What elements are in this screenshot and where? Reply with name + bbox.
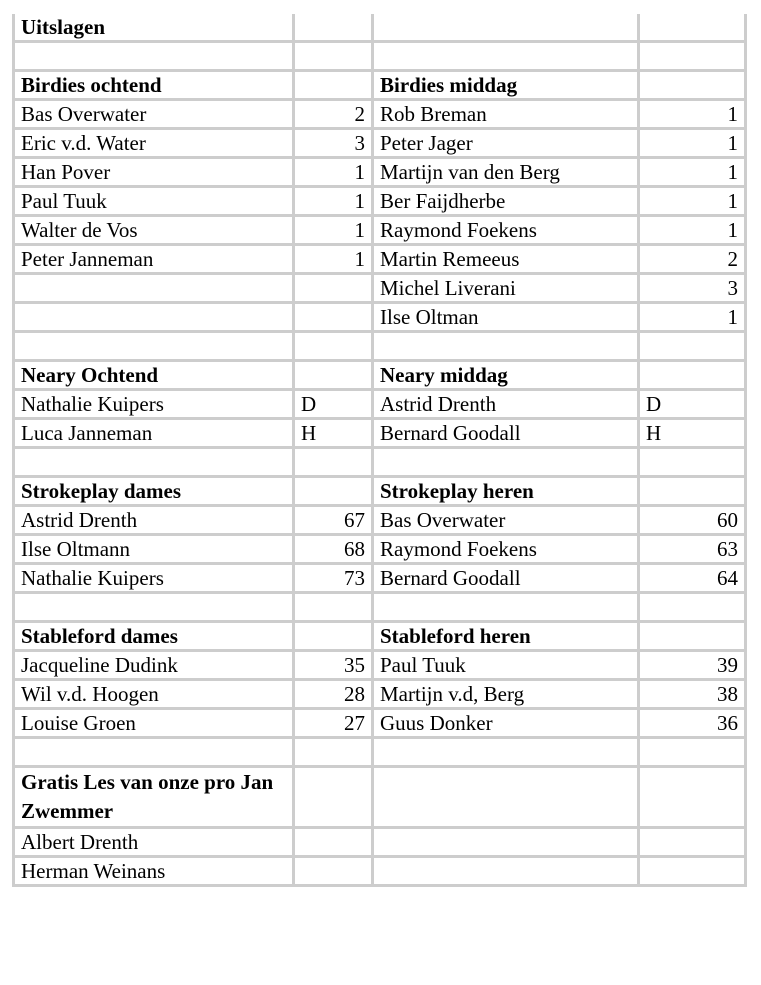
table-row [14, 828, 746, 857]
player-score: 3 [639, 274, 746, 303]
gratis-title: Gratis Les van onze pro Jan Zwemmer [14, 767, 294, 828]
player-score: 60 [639, 506, 746, 535]
player-name: Nathalie Kuipers [14, 390, 294, 419]
player-score: 1 [639, 216, 746, 245]
section-header-row [14, 361, 746, 390]
empty-cell [373, 738, 639, 767]
table-row [14, 129, 746, 158]
player-name: Bernard Goodall [373, 564, 639, 593]
player-score: 63 [639, 535, 746, 564]
player-name: Raymond Foekens [373, 535, 639, 564]
empty-cell [639, 71, 746, 100]
player-name: Astrid Drenth [14, 506, 294, 535]
table-row [14, 680, 746, 709]
player-name: Astrid Drenth [373, 390, 639, 419]
empty-cell [294, 857, 373, 886]
player-name [14, 274, 294, 303]
empty-cell [639, 593, 746, 622]
table-row [14, 100, 746, 129]
player-score: 1 [639, 187, 746, 216]
table-row [14, 419, 746, 448]
empty-cell [14, 738, 294, 767]
player-name: Paul Tuuk [14, 187, 294, 216]
table-row [14, 564, 746, 593]
player-score: H [294, 419, 373, 448]
empty-cell [294, 332, 373, 361]
empty-cell [639, 477, 746, 506]
winner-name: Herman Weinans [14, 857, 294, 886]
empty-cell [639, 857, 746, 886]
spacer-row [14, 332, 746, 361]
player-score: 1 [639, 129, 746, 158]
player-name: Walter de Vos [14, 216, 294, 245]
empty-cell [14, 42, 294, 71]
empty-cell [639, 42, 746, 71]
section-title-right: Stableford heren [373, 622, 639, 651]
player-name: Martin Remeeus [373, 245, 639, 274]
player-score: 1 [294, 187, 373, 216]
section-header-row [14, 477, 746, 506]
empty-cell [294, 71, 373, 100]
table-row [14, 187, 746, 216]
spacer-row [14, 738, 746, 767]
player-name: Han Pover [14, 158, 294, 187]
player-name: Bas Overwater [373, 506, 639, 535]
empty-cell [294, 828, 373, 857]
empty-cell [373, 767, 639, 828]
player-score: 1 [639, 303, 746, 332]
empty-cell [294, 361, 373, 390]
empty-cell [639, 622, 746, 651]
player-name: Bernard Goodall [373, 419, 639, 448]
player-name: Martijn v.d, Berg [373, 680, 639, 709]
player-name [14, 303, 294, 332]
player-name: Ber Faijdherbe [373, 187, 639, 216]
empty-cell [373, 857, 639, 886]
player-name: Guus Donker [373, 709, 639, 738]
player-score: 68 [294, 535, 373, 564]
player-score: 2 [294, 100, 373, 129]
section-header-row [14, 71, 746, 100]
player-name: Nathalie Kuipers [14, 564, 294, 593]
section-title-right: Neary middag [373, 361, 639, 390]
player-score: 73 [294, 564, 373, 593]
empty-cell [373, 828, 639, 857]
table-row [14, 390, 746, 419]
player-name: Martijn van den Berg [373, 158, 639, 187]
section-title-left: Neary Ochtend [14, 361, 294, 390]
player-score [294, 303, 373, 332]
empty-cell [639, 767, 746, 828]
spacer-row [14, 42, 746, 71]
empty-cell [373, 332, 639, 361]
empty-cell [14, 332, 294, 361]
empty-cell [639, 828, 746, 857]
table-row [14, 535, 746, 564]
empty-cell [639, 332, 746, 361]
player-name: Paul Tuuk [373, 651, 639, 680]
results-table [12, 14, 747, 887]
title-row [14, 14, 746, 42]
page-title: Uitslagen [14, 14, 294, 42]
section-title-left: Strokeplay dames [14, 477, 294, 506]
player-score: D [639, 390, 746, 419]
empty-cell [373, 448, 639, 477]
empty-cell [294, 767, 373, 828]
table-row [14, 506, 746, 535]
empty-cell [639, 448, 746, 477]
table-row [14, 158, 746, 187]
player-score: 38 [639, 680, 746, 709]
empty-cell [373, 42, 639, 71]
player-name: Eric v.d. Water [14, 129, 294, 158]
empty-cell [639, 361, 746, 390]
player-score: 39 [639, 651, 746, 680]
player-score [294, 274, 373, 303]
player-score: 3 [294, 129, 373, 158]
player-score: 1 [639, 158, 746, 187]
player-name: Louise Groen [14, 709, 294, 738]
empty-cell [14, 593, 294, 622]
spacer-row [14, 593, 746, 622]
player-name: Luca Janneman [14, 419, 294, 448]
section-title-left: Stableford dames [14, 622, 294, 651]
gratis-header-row [14, 767, 746, 828]
section-title-left: Birdies ochtend [14, 71, 294, 100]
empty-cell [294, 42, 373, 71]
results-table-body [14, 14, 746, 886]
empty-cell [639, 738, 746, 767]
player-score: D [294, 390, 373, 419]
player-score: 2 [639, 245, 746, 274]
player-score: 36 [639, 709, 746, 738]
empty-cell [294, 477, 373, 506]
player-score: 1 [294, 158, 373, 187]
player-score: 28 [294, 680, 373, 709]
table-row [14, 216, 746, 245]
player-name: Raymond Foekens [373, 216, 639, 245]
empty-cell [294, 593, 373, 622]
section-header-row [14, 622, 746, 651]
empty-cell [294, 622, 373, 651]
empty-cell [294, 738, 373, 767]
player-name: Michel Liverani [373, 274, 639, 303]
table-row [14, 303, 746, 332]
section-title-right: Strokeplay heren [373, 477, 639, 506]
section-title-right: Birdies middag [373, 71, 639, 100]
player-score: 1 [294, 216, 373, 245]
player-score: 1 [294, 245, 373, 274]
table-row [14, 651, 746, 680]
player-score: 27 [294, 709, 373, 738]
player-score: 64 [639, 564, 746, 593]
player-name: Ilse Oltmann [14, 535, 294, 564]
player-name: Wil v.d. Hoogen [14, 680, 294, 709]
spacer-row [14, 448, 746, 477]
table-row [14, 709, 746, 738]
player-score: H [639, 419, 746, 448]
player-name: Rob Breman [373, 100, 639, 129]
table-row [14, 274, 746, 303]
player-name: Jacqueline Dudink [14, 651, 294, 680]
empty-cell [373, 593, 639, 622]
empty-cell [14, 448, 294, 477]
table-row [14, 857, 746, 886]
player-name: Ilse Oltman [373, 303, 639, 332]
player-score: 1 [639, 100, 746, 129]
table-row [14, 245, 746, 274]
player-score: 35 [294, 651, 373, 680]
player-name: Bas Overwater [14, 100, 294, 129]
player-name: Peter Janneman [14, 245, 294, 274]
empty-cell [294, 448, 373, 477]
player-score: 67 [294, 506, 373, 535]
player-name: Peter Jager [373, 129, 639, 158]
winner-name: Albert Drenth [14, 828, 294, 857]
